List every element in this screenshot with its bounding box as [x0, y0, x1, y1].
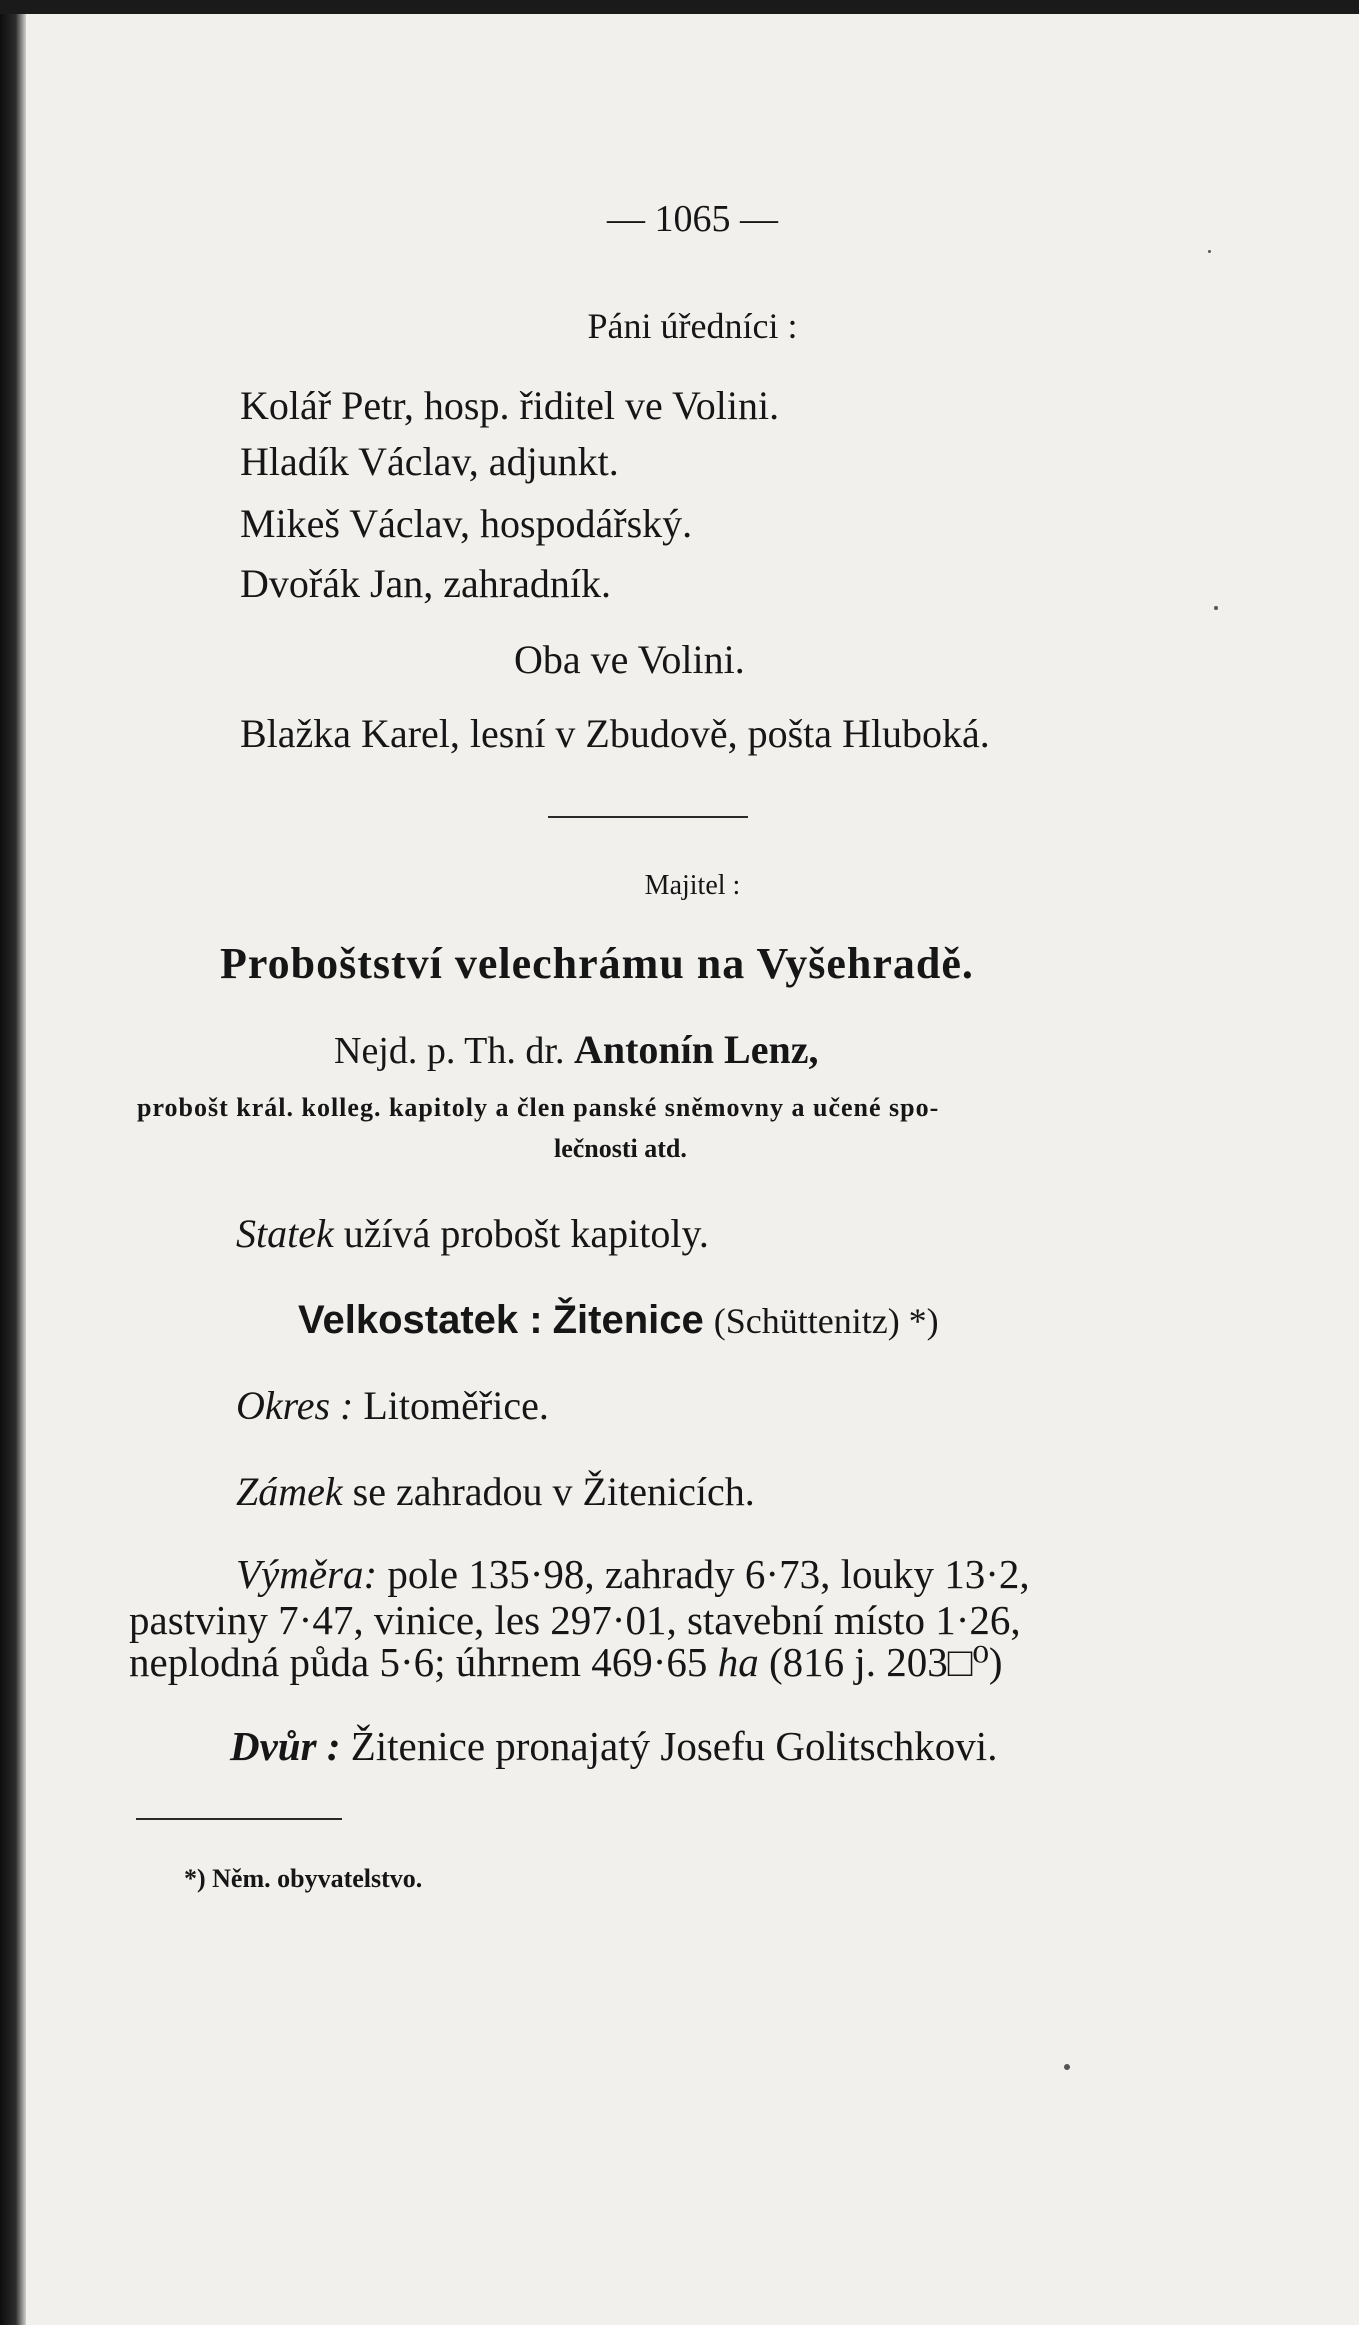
dvur-row: [230, 1723, 998, 1769]
vymera-line-3b: (816 j. 203□⁰): [768, 1639, 1003, 1685]
representative-line: [334, 1027, 819, 1072]
official-row-4: Dvořák Jan, zahradník.: [240, 561, 611, 606]
vymera-line-3a: neplodná půda 5·6; úhrnem 469·65: [129, 1639, 708, 1685]
okres-value: Litoměřice.: [363, 1383, 549, 1428]
forester-row: Blažka Karel, lesní v Zbudově, pošta Hluboká.: [240, 711, 990, 756]
estate-row: [298, 1300, 939, 1340]
vymera-row-1: [236, 1551, 1030, 1597]
vymera-label: Výměra:: [236, 1551, 378, 1597]
page-number: — 1065 —: [607, 198, 778, 240]
vymera-row-2: pastviny 7·47, vinice, les 297·01, stavební místo 1·26,: [129, 1597, 1021, 1643]
dvur-label: Dvůr :: [230, 1723, 341, 1769]
estate-name: Žitenice: [552, 1298, 704, 1342]
scanned-page: [26, 14, 1359, 2325]
dvur-text: Žitenice pronajatý Josefu Golitschkovi.: [350, 1723, 998, 1769]
vymera-unit: ha: [717, 1639, 759, 1685]
zamek-text: se zahradou v Žitenicích.: [352, 1469, 755, 1514]
officials-heading: Páni úředníci :: [587, 306, 798, 346]
statek-row: [236, 1211, 709, 1256]
statek-label: Statek: [236, 1211, 334, 1256]
scan-speck: [1064, 2064, 1070, 2070]
official-row-2: Hladík Václav, adjunkt.: [240, 439, 619, 484]
zamek-row: [236, 1469, 755, 1514]
official-row-1: Kolář Petr, hosp. řiditel ve Volini.: [240, 383, 780, 428]
book-spine-shadow: [0, 14, 26, 2325]
statek-text: užívá probošt kapitoly.: [343, 1211, 709, 1256]
vymera-row-3: [129, 1639, 1003, 1685]
owner-name: Proboštství velechrámu na Vyšehradě.: [220, 939, 974, 988]
scan-speck: [1208, 250, 1211, 253]
estate-german-name: (Schüttenitz) *): [713, 1301, 939, 1341]
both-in-volin-note: Oba ve Volini.: [514, 637, 745, 682]
estate-label: Velkostatek :: [298, 1298, 543, 1342]
okres-row: [236, 1383, 549, 1428]
scan-speck: [1214, 606, 1218, 610]
footnote-divider: [136, 1818, 342, 1820]
representative-name: Antonín Lenz,: [573, 1027, 819, 1072]
section-divider: [548, 816, 748, 818]
representative-description-2: lečnosti atd.: [554, 1134, 687, 1163]
vymera-line-1: pole 135·98, zahrady 6·73, louky 13·2,: [387, 1551, 1030, 1597]
okres-label: Okres :: [236, 1383, 354, 1428]
owner-label: Majitel :: [644, 870, 741, 901]
official-row-3: Mikeš Václav, hospodářský.: [240, 501, 693, 546]
representative-title: Nejd. p. Th. dr.: [334, 1030, 565, 1072]
zamek-label: Zámek: [236, 1469, 343, 1514]
representative-description-1: probošt král. kolleg. kapitoly a člen panské sněmovny a učené spo-: [137, 1093, 940, 1122]
footnote: *) Něm. obyvatelstvo.: [184, 1864, 423, 1893]
